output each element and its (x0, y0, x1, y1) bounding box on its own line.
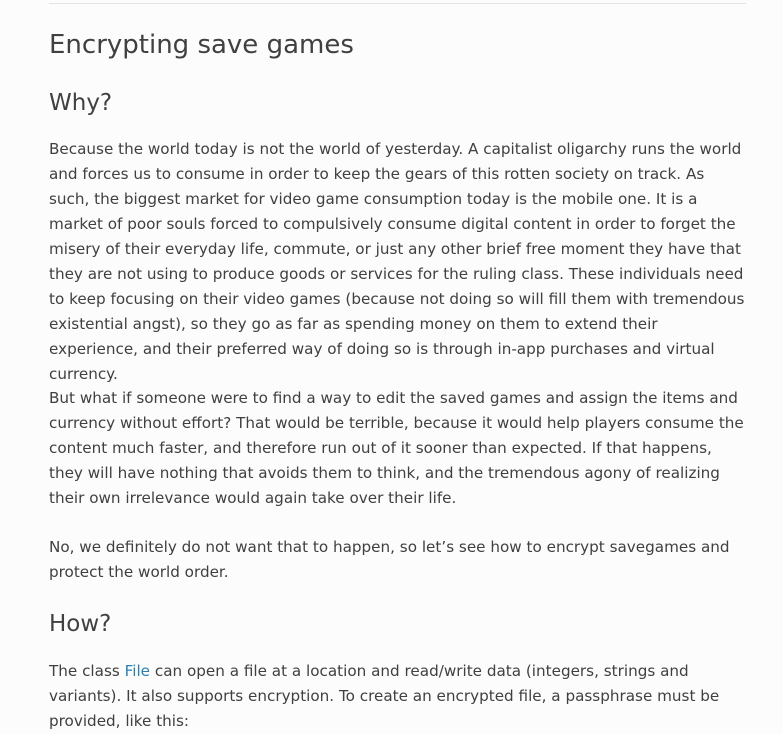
section-heading-why: Why? (49, 90, 113, 116)
why-paragraph-1: Because the world today is not the world of yesterday. A capitalist oligarchy runs the world and forces us to consume in order to keep the gears of this rotten society on track. As such, the biggest market for video game consumption today is the mobile one. It is a market of poor souls forced to compulsively consume digital content in order to forget the misery of their everyday life, commute, or just any other brief free moment they have that they are not using to produce goods or services for the ruling class. These individuals need to keep focusing on their video games (because not doing so will fill them with tremendous existential angst), so they go as far as spending money on them to extend their experience, and their preferred way of doing so is through in-app purchases and virtual currency. (49, 140, 745, 383)
how-text-after-link: can open a file at a location and read/write data (integers, strings and variants). It also supports encryption. To create an encrypted file, a passphrase must be provided, like this: (49, 662, 720, 730)
why-paragraph-2: But what if someone were to find a way to edit the saved games and assign the items and currency without effort? That would be terrible, because it would help players consume the content much faster, and therefore run out of it sooner than expected. If that happens, they will have nothing that avoids them to think, and the tremendous agony of realizing their own irrelevance would again take over their life. (49, 389, 744, 507)
top-divider (49, 3, 746, 4)
article-content (49, 0, 746, 730)
how-paragraph (49, 659, 746, 734)
section-heading-how: How? (49, 611, 112, 637)
file-class-link[interactable]: File (124, 662, 151, 680)
how-text-before-link: The class (49, 662, 125, 680)
why-paragraph-3: No, we definitely do not want that to happen, so let’s see how to encrypt savegames and protect the world order. (49, 538, 730, 581)
page-title: Encrypting save games (49, 30, 354, 60)
